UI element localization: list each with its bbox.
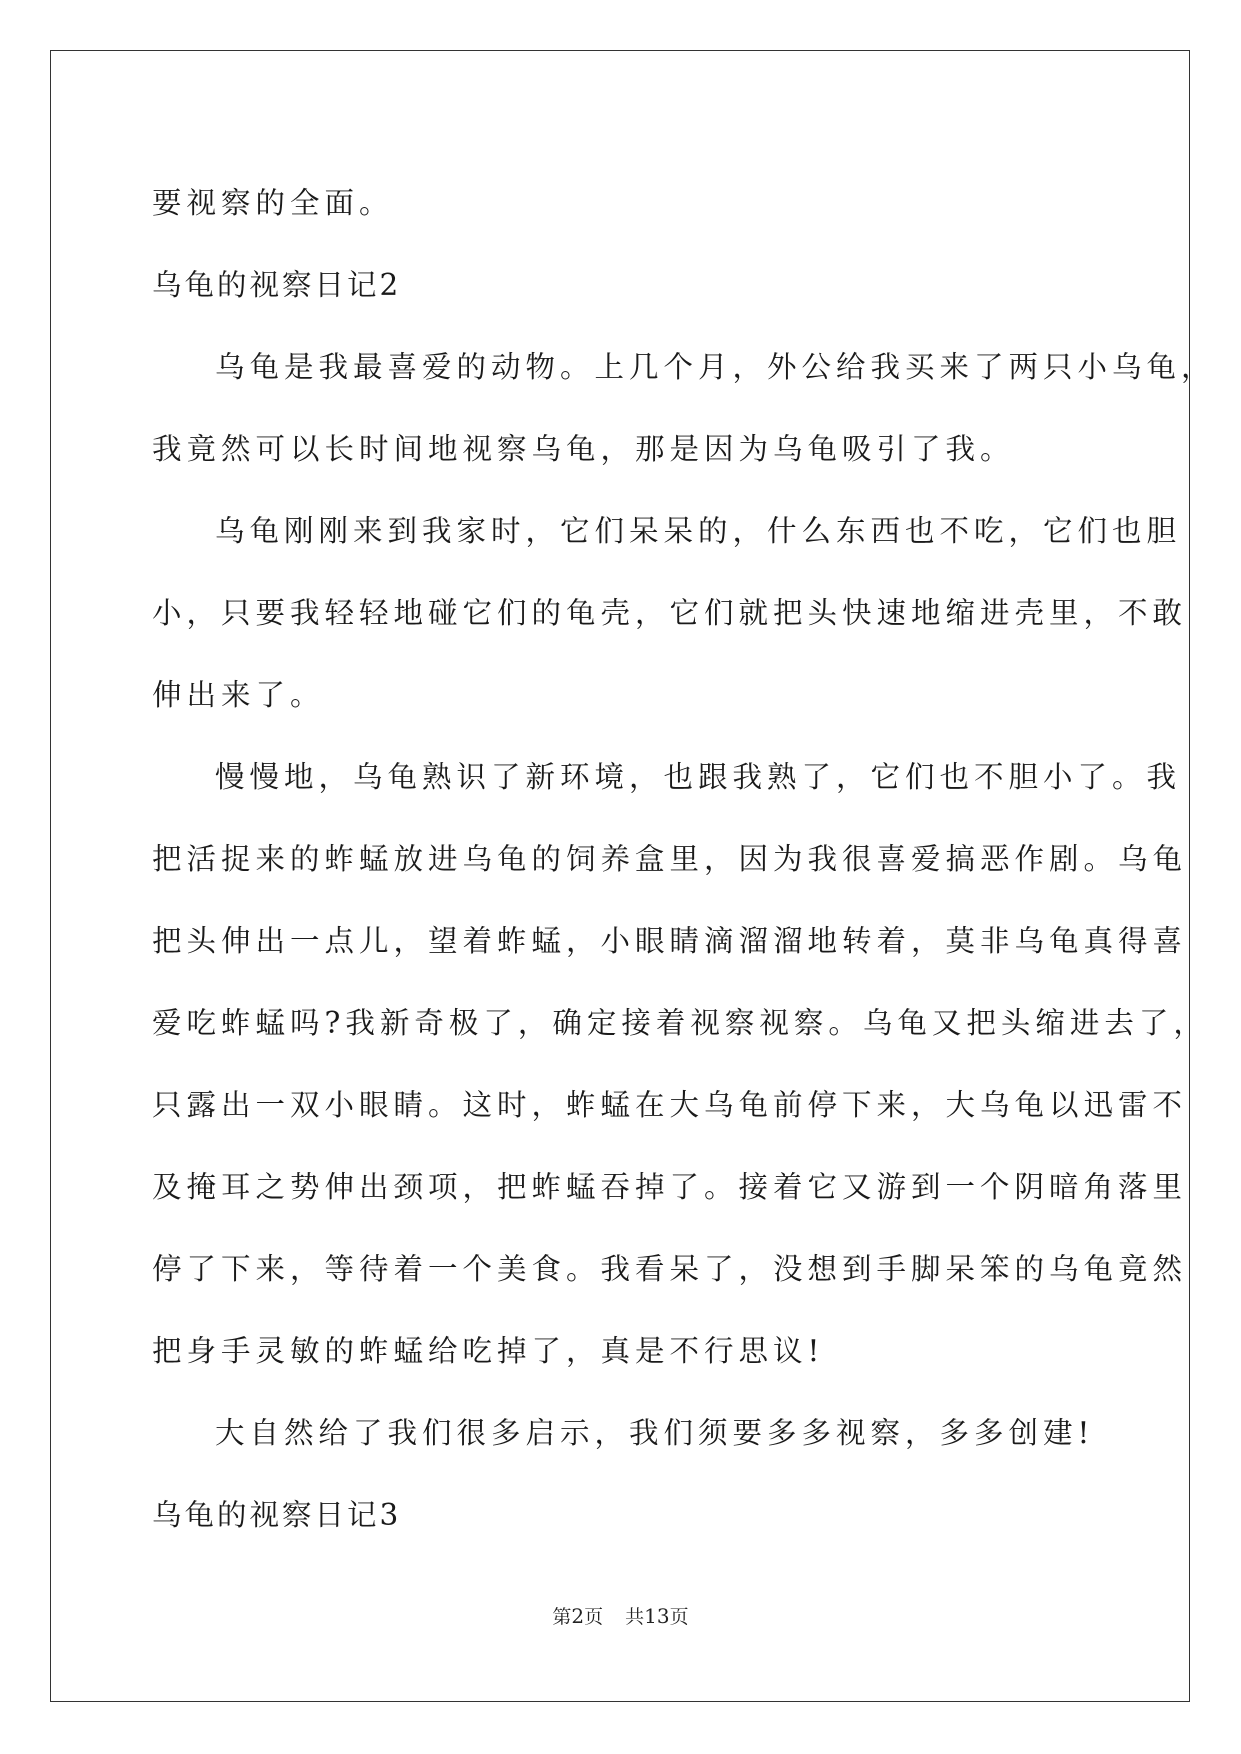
page-number: 2	[571, 1604, 585, 1628]
page-suffix: 页	[584, 1606, 604, 1628]
paragraph-3-line-3: 把头伸出一点儿，望着蚱蜢，小眼睛滴溜溜地转着，莫非乌龟真得喜	[152, 924, 1188, 958]
total-suffix: 页	[669, 1606, 689, 1628]
paragraph-3-line-5: 只露出一双小眼睛。这时，蚱蜢在大乌龟前停下来，大乌龟以迅雷不	[152, 1088, 1188, 1122]
paragraph-3-line-6: 及掩耳之势伸出颈项，把蚱蜢吞掉了。接着它又游到一个阴暗角落里	[152, 1170, 1188, 1204]
paragraph-3-line-1: 慢慢地，乌龟熟识了新环境，也跟我熟了，它们也不胆小了。我	[215, 760, 1182, 794]
paragraph-3-line-7: 停了下来，等待着一个美食。我看呆了，没想到手脚呆笨的乌龟竟然	[152, 1252, 1188, 1286]
paragraph-1-line-2: 我竟然可以长时间地视察乌龟，那是因为乌龟吸引了我。	[152, 432, 1015, 466]
section-heading-2: 乌龟的视察日记2	[152, 268, 402, 302]
paragraph-4-line-1: 大自然给了我们很多启示，我们须要多多视察，多多创建!	[215, 1416, 1095, 1450]
paragraph-3-line-8: 把身手灵敏的蚱蜢给吃掉了，真是不行思议!	[152, 1334, 825, 1368]
paragraph-1-line-1: 乌龟是我最喜爱的动物。上几个月，外公给我买来了两只小乌龟，	[215, 350, 1216, 384]
total-pages: 13	[644, 1604, 670, 1628]
section-heading-3: 乌龟的视察日记3	[152, 1498, 402, 1532]
paragraph-3-line-2: 把活捉来的蚱蜢放进乌龟的饲养盒里，因为我很喜爱搞恶作剧。乌龟	[152, 842, 1188, 876]
paragraph-2-line-3: 伸出来了。	[152, 678, 325, 712]
paragraph-3-line-4: 爱吃蚱蜢吗?我新奇极了，确定接着视察视察。乌龟又把头缩进去了，	[152, 1006, 1208, 1040]
document-body	[152, 162, 1216, 1556]
total-prefix: 共	[625, 1606, 645, 1628]
paragraph-2-line-1: 乌龟刚刚来到我家时，它们呆呆的，什么东西也不吃，它们也胆	[215, 514, 1182, 548]
paragraph-2-line-2: 小，只要我轻轻地碰它们的龟壳，它们就把头快速地缩进壳里，不敢	[152, 596, 1188, 630]
page-prefix: 第	[552, 1606, 572, 1628]
page-footer	[0, 1604, 1241, 1629]
text-line-1: 要视察的全面。	[152, 186, 394, 220]
